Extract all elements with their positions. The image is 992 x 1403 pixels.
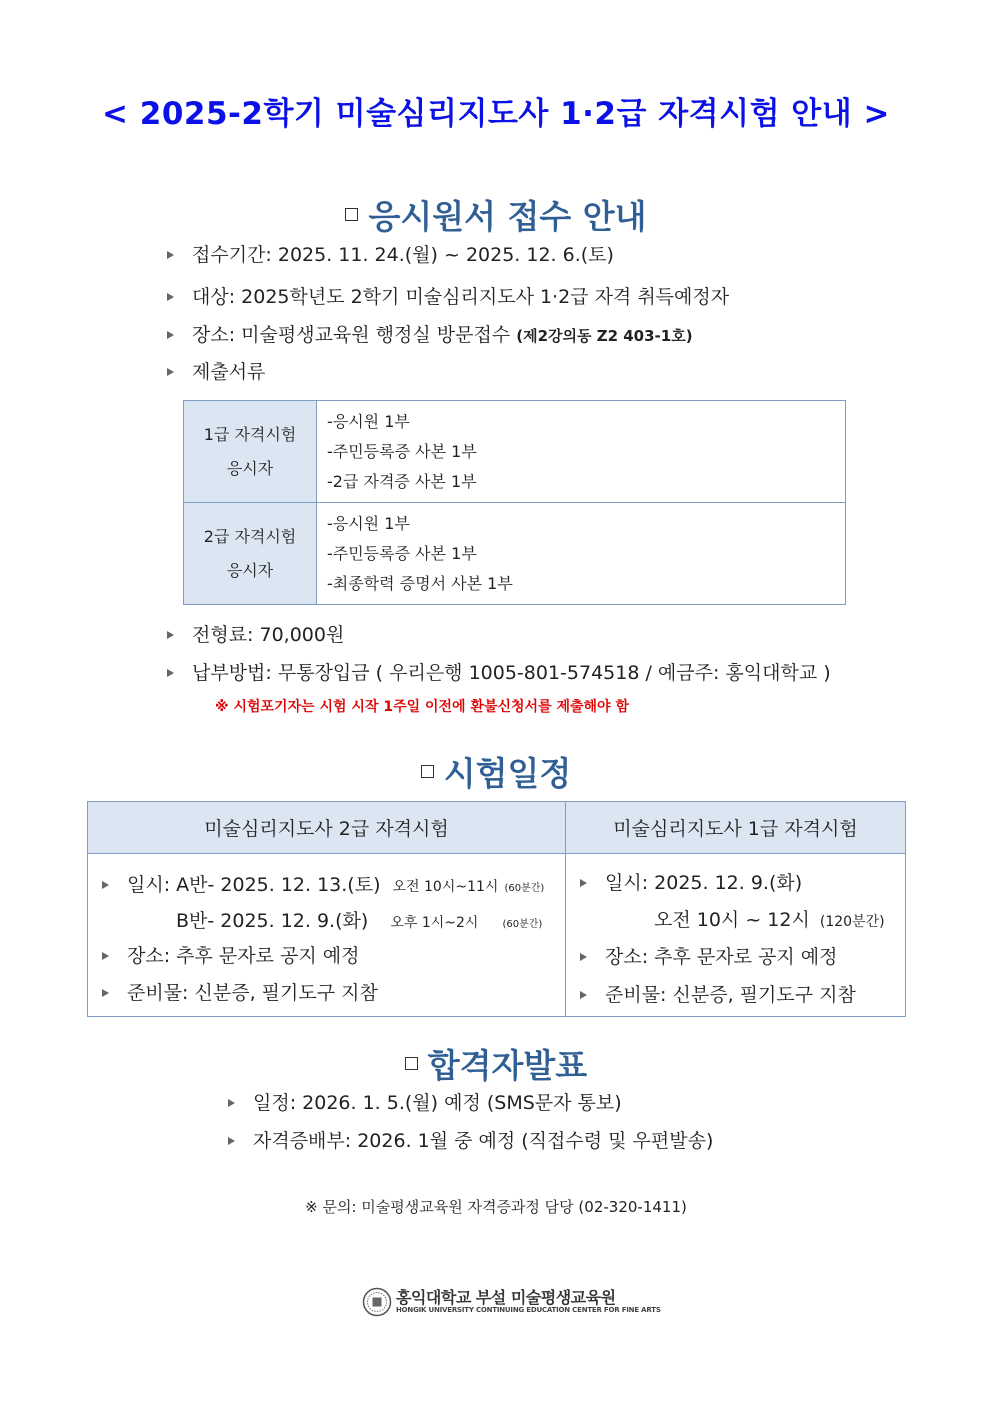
documents-label: 제출서류 [167,357,265,384]
section-result-heading [0,1040,992,1087]
grade2-place: 장소: 추후 문자로 공지 예정 [102,941,359,968]
bullet-triangle-icon [167,368,174,376]
application-target: 대상: 2025학년도 2학기 미술심리지도사 1·2급 자격 취득예정자 [167,282,729,309]
section-application-title: 응시원서 접수 안내 [368,197,647,236]
bullet-triangle-icon [102,952,109,960]
checkbox-square-icon [345,208,358,221]
grade1-time: 오전 10시 ~ 12시 (120분간) [654,909,885,931]
bullet-triangle-icon [228,1099,235,1107]
section-result-title: 합격자발표 [427,1046,588,1085]
documents-grade2-items: -응시원 1부 -주민등록증 사본 1부 -최종학력 증명서 사본 1부 [317,503,846,605]
result-date: 일정: 2026. 1. 5.(월) 예정 (SMS문자 통보) [228,1088,622,1115]
schedule-grade2-cell [88,854,566,1017]
bullet-triangle-icon [167,293,174,301]
page-title: < 2025-2학기 미술심리지도사 1·2급 자격시험 안내 > [102,96,890,132]
schedule-grade1-header: 미술심리지도사 1급 자격시험 [566,802,906,854]
documents-grade2-label: 2급 자격시험 응시자 [184,503,317,605]
documents-grade1-items: -응시원 1부 -주민등록증 사본 1부 -2급 자격증 사본 1부 [317,401,846,503]
application-fee: 전형료: 70,000원 [167,620,344,647]
schedule-table [87,801,906,1017]
grade2-date-a: 일시: A반- 2025. 12. 13.(토) 오전 10시~11시 (60분간) [102,870,544,897]
schedule-grade1-cell [566,854,906,1017]
result-certificate: 자격증배부: 2026. 1월 중 예정 (직접수령 및 우편발송) [228,1126,713,1153]
grade2-items: 준비물: 신분증, 필기도구 지참 [102,978,378,1005]
table-row [88,854,906,1017]
bullet-triangle-icon [580,991,587,999]
bullet-triangle-icon [102,989,109,997]
grade1-place: 장소: 추후 문자로 공지 예정 [580,942,837,969]
logo-english: HONGIK UNIVERSITY CONTINUING EDUCATION CENTER FOR FINE ARTS [396,1306,661,1314]
section-application-heading [0,191,992,238]
application-payment: 납부방법: 무통장입금 ( 우리은행 1005-801-574518 / 예금주: 홍익대학교 ) [167,658,831,685]
logo-korean: 홍익대학교 부설 미술평생교육원 [396,1288,616,1307]
table-row [184,401,846,503]
bullet-triangle-icon [167,331,174,339]
contact-note: ※ 문의: 미술평생교육원 자격증과정 담당 (02-320-1411) [305,1198,687,1216]
bullet-triangle-icon [167,669,174,677]
grade1-date: 일시: 2025. 12. 9.(화) [580,868,802,895]
grade1-items: 준비물: 신분증, 필기도구 지참 [580,980,856,1007]
application-period: 접수기간: 2025. 11. 24.(월) ~ 2025. 12. 6.(토) [167,240,614,267]
bullet-triangle-icon [167,631,174,639]
refund-notice: ※ 시험포기자는 시험 시작 1주일 이전에 환불신청서를 제출해야 함 [215,699,629,715]
section-schedule-heading [0,748,992,795]
documents-table [183,400,846,605]
place-detail: (제2강의동 Z2 403-1호) [516,327,693,345]
bullet-triangle-icon [580,879,587,887]
table-row [88,802,906,854]
table-row [184,503,846,605]
footer-logo [362,1285,661,1319]
documents-grade1-label: 1급 자격시험 응시자 [184,401,317,503]
bullet-triangle-icon [228,1137,235,1145]
bullet-triangle-icon [102,881,109,889]
bullet-triangle-icon [580,953,587,961]
bullet-triangle-icon [167,251,174,259]
university-seal-icon [362,1287,392,1317]
checkbox-square-icon [405,1057,418,1070]
schedule-grade2-header: 미술심리지도사 2급 자격시험 [88,802,566,854]
grade2-date-b: B반- 2025. 12. 9.(화) 오후 1시~2시 (60분간) [176,910,543,932]
checkbox-square-icon [421,765,434,778]
application-place: 장소: 미술평생교육원 행정실 방문접수 (제2강의동 Z2 403-1호) [167,320,693,347]
section-schedule-title: 시험일정 [443,754,572,793]
